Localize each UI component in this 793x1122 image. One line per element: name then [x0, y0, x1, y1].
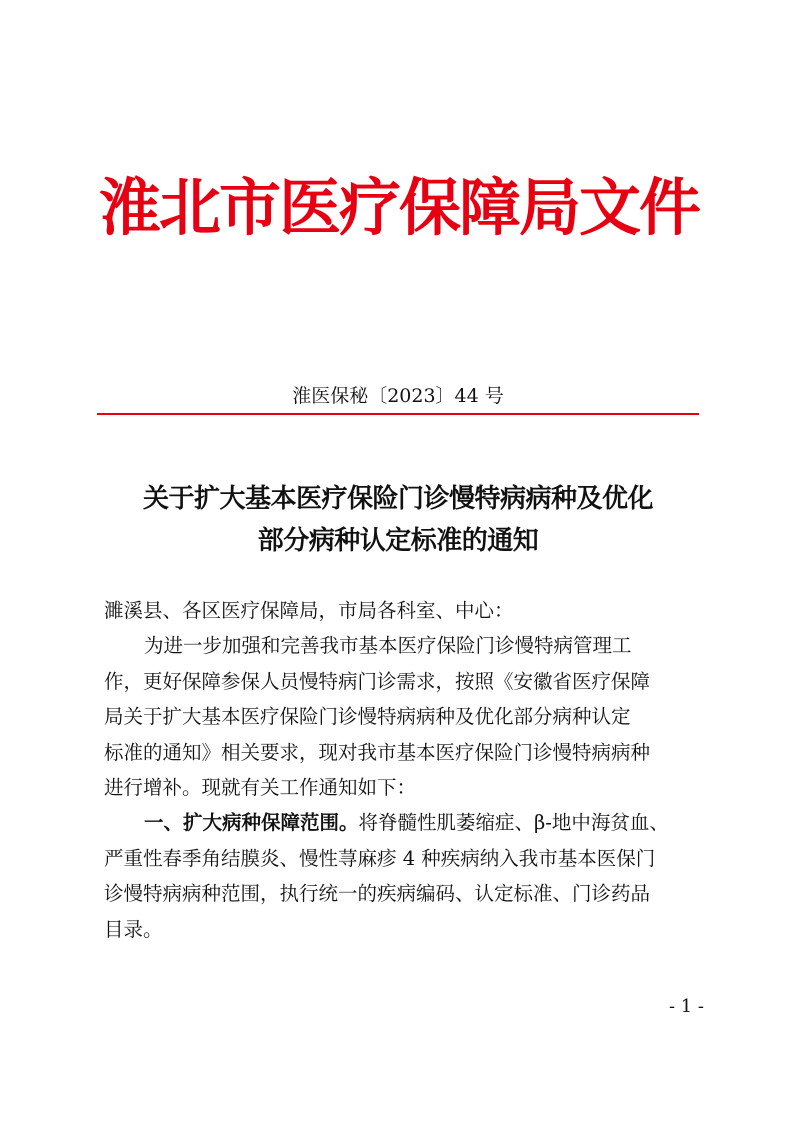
section-1-first-line [104, 805, 704, 840]
salutation: 濉溪县、各区医疗保障局，市局各科室、中心： [104, 599, 514, 622]
body-line: 局关于扩大基本医疗保险门诊慢特病病种及优化部分病种认定 [104, 705, 631, 729]
body-line: 作，更好保障参保人员慢特病门诊需求，按照《安徽省医疗保障 [104, 669, 651, 693]
title-line-2: 部分病种认定标准的通知 [257, 526, 539, 556]
document-body [104, 593, 704, 947]
section-1-text: 将脊髓性肌萎缩症、β-地中海贫血、 [358, 811, 669, 835]
issuer-heading: 淮北市医疗保障局文件 [98, 171, 699, 244]
body-line: 目录。 [104, 917, 163, 941]
body-line: 为进一步加强和完善我市基本医疗保险门诊慢特病管理工 [144, 634, 632, 658]
body-line: 进行增补。现就有关工作通知如下： [104, 775, 417, 799]
document-title [90, 478, 706, 562]
section-1-heading: 一、扩大病种保障范围。 [144, 811, 359, 835]
body-line: 诊慢特病病种范围，执行统一的疾病编码、认定标准、门诊药品 [104, 882, 651, 906]
page-number: - 1 - [668, 996, 704, 1017]
title-line-1: 关于扩大基本医疗保险门诊慢特病病种及优化 [142, 484, 653, 514]
body-line: 严重性春季角结膜炎、慢性荨麻疹 4 种疾病纳入我市基本医保门 [104, 846, 656, 870]
body-line: 标准的通知》相关要求，现对我市基本医疗保险门诊慢特病病种 [104, 740, 651, 764]
document-number: 淮医保秘〔2023〕44 号 [292, 385, 504, 407]
red-divider [97, 413, 699, 415]
